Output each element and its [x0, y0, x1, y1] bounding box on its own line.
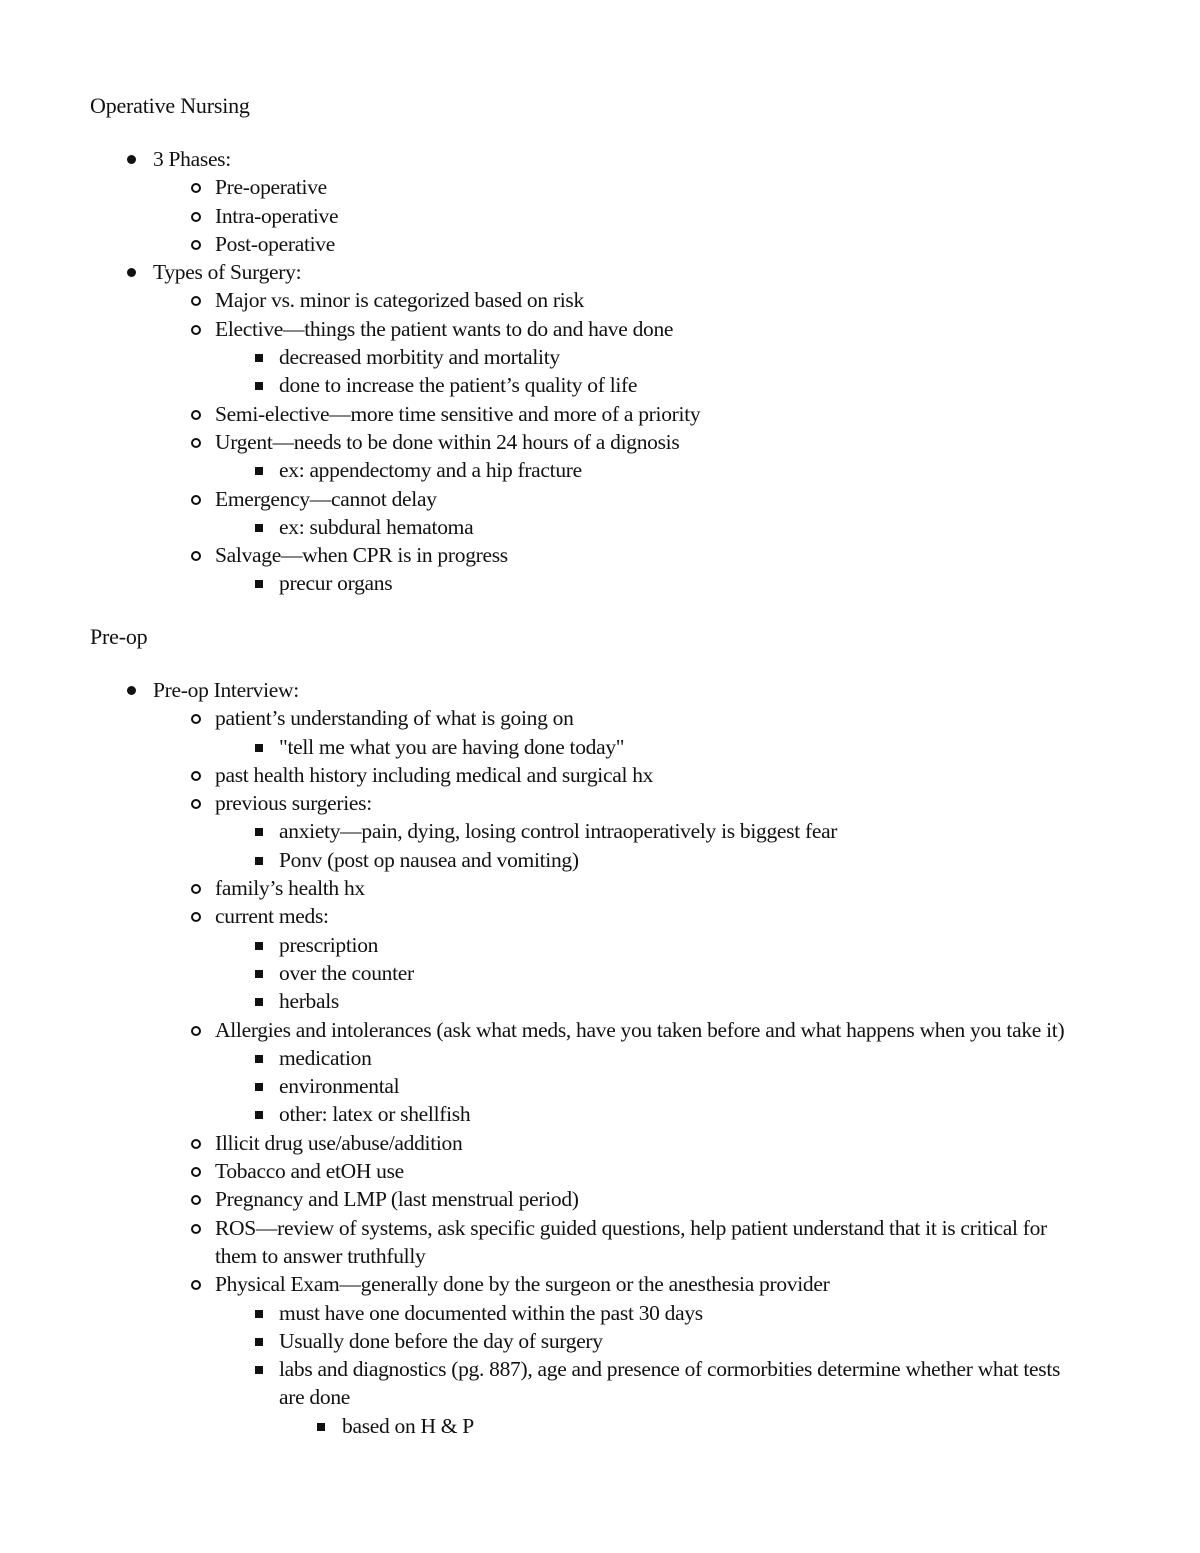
- bullet-square-icon: [255, 1310, 263, 1318]
- list-item-text: Types of Surgery:: [153, 260, 302, 285]
- bullet-circle-icon: [191, 495, 201, 505]
- bullet-circle-icon: [191, 771, 201, 781]
- list-item: [0, 173, 1090, 201]
- operative-nursing-list: [0, 145, 1200, 598]
- list-item: [0, 1327, 1079, 1355]
- list-item: [0, 704, 1090, 761]
- section-heading-operative-nursing: Operative Nursing: [90, 93, 250, 118]
- bullet-circle-icon: [191, 912, 201, 922]
- list-item: [0, 485, 1090, 542]
- list-item: [0, 315, 1090, 400]
- bullet-square-icon: [255, 828, 263, 836]
- list-item: [0, 1412, 1082, 1440]
- pre-op-list: [0, 676, 1200, 1440]
- list-item-text: Usually done before the day of surgery: [279, 1328, 603, 1353]
- list-item-text: medication: [279, 1045, 372, 1070]
- list-item: [0, 1185, 1090, 1213]
- list-item: [0, 987, 1079, 1015]
- list-item-text: herbals: [279, 989, 339, 1014]
- bullet-square-icon: [255, 1111, 263, 1119]
- list-item-text: Allergies and intolerances (ask what meds, have you taken before and what happens when you take it): [215, 1017, 1065, 1042]
- bullet-square-icon: [255, 1338, 263, 1346]
- list-item-text: Ponv (post op nausea and vomiting): [279, 847, 579, 872]
- list-item: [0, 931, 1079, 959]
- list-item-text: Intra-operative: [215, 203, 339, 228]
- list-item-text: over the counter: [279, 960, 414, 985]
- list-item-text: ex: subdural hematoma: [279, 514, 474, 539]
- bullet-square-icon: [255, 857, 263, 865]
- list-item: [0, 1044, 1079, 1072]
- list-item: [0, 230, 1090, 258]
- list-item-text: precur organs: [279, 571, 393, 596]
- list-item-text: Pregnancy and LMP (last menstrual period): [215, 1187, 579, 1212]
- list-item-text: other: latex or shellfish: [279, 1102, 471, 1127]
- list-item: [0, 1016, 1090, 1129]
- section-heading-pre-op: Pre-op: [90, 624, 148, 649]
- list-item: [0, 1270, 1090, 1440]
- list-item-text: Elective—things the patient wants to do and have done: [215, 316, 674, 341]
- bullet-circle-icon: [191, 183, 201, 193]
- bullet-square-icon: [255, 1055, 263, 1063]
- list-item: [0, 676, 1093, 1440]
- bullet-circle-icon: [191, 1224, 201, 1234]
- list-item: [0, 817, 1079, 845]
- list-item-text: Semi-elective—more time sensitive and more of a priority: [215, 401, 701, 426]
- list-item: [0, 846, 1079, 874]
- list-item: [0, 541, 1090, 598]
- bullet-square-icon: [255, 942, 263, 950]
- list-item: [0, 343, 1079, 371]
- list-item: [0, 202, 1090, 230]
- list-item-text: based on H & P: [342, 1413, 474, 1438]
- bullet-square-icon: [255, 998, 263, 1006]
- bullet-square-icon: [255, 524, 263, 532]
- list-item-text: family’s health hx: [215, 876, 365, 901]
- list-item-text: Pre-op Interview:: [153, 678, 299, 702]
- list-item: [0, 959, 1079, 987]
- list-item: [0, 569, 1079, 597]
- list-item-text: Major vs. minor is categorized based on risk: [215, 288, 584, 313]
- bullet-square-icon: [317, 1423, 325, 1431]
- bullet-circle-icon: [191, 212, 201, 222]
- list-item-text: current meds:: [215, 904, 329, 929]
- list-item: [0, 1072, 1079, 1100]
- list-item: [0, 1157, 1090, 1185]
- bullet-circle-icon: [191, 1195, 201, 1205]
- list-item: [0, 1299, 1079, 1327]
- list-item: [0, 428, 1090, 485]
- list-item-text: Urgent—needs to be done within 24 hours of a dignosis: [215, 429, 680, 454]
- list-item: [0, 761, 1090, 789]
- bullet-dot-icon: [127, 268, 136, 277]
- bullet-dot-icon: [127, 155, 136, 164]
- bullet-square-icon: [255, 744, 263, 752]
- bullet-square-icon: [255, 467, 263, 475]
- list-item-text: anxiety—pain, dying, losing control intraoperatively is biggest fear: [279, 819, 838, 844]
- bullet-square-icon: [255, 1366, 263, 1374]
- list-item-text: Illicit drug use/abuse/addition: [215, 1130, 463, 1155]
- list-item-text: 3 Phases:: [153, 147, 231, 171]
- list-item: [0, 400, 1090, 428]
- list-item-text: "tell me what you are having done today": [279, 734, 625, 759]
- list-item-text: past health history including medical and surgical hx: [215, 762, 654, 787]
- list-item-text: must have one documented within the past 30 days: [279, 1300, 703, 1325]
- list-item-text: ex: appendectomy and a hip fracture: [279, 458, 582, 483]
- list-item-text: previous surgeries:: [215, 791, 372, 816]
- list-item-text: ROS—review of systems, ask specific guided questions, help patient understand that it is critical for them to answer truthfully: [215, 1215, 1047, 1268]
- list-item-text: done to increase the patient’s quality of life: [279, 373, 638, 398]
- bullet-circle-icon: [191, 296, 201, 306]
- list-item-text: labs and diagnostics (pg. 887), age and presence of cormorbities determine whether what tests are done: [279, 1357, 1061, 1410]
- bullet-square-icon: [255, 580, 263, 588]
- bullet-circle-icon: [191, 799, 201, 809]
- bullet-circle-icon: [191, 325, 201, 335]
- list-item: [0, 145, 1093, 258]
- bullet-square-icon: [255, 382, 263, 390]
- bullet-circle-icon: [191, 714, 201, 724]
- bullet-circle-icon: [191, 438, 201, 448]
- bullet-circle-icon: [191, 1167, 201, 1177]
- list-item-text: Emergency—cannot delay: [215, 486, 437, 511]
- list-item-text: prescription: [279, 932, 379, 957]
- list-item-text: environmental: [279, 1074, 400, 1099]
- list-item: [0, 1355, 1079, 1440]
- bullet-square-icon: [255, 354, 263, 362]
- list-item-text: decreased morbitity and mortality: [279, 345, 560, 370]
- list-item: [0, 371, 1079, 399]
- list-item: [0, 789, 1090, 874]
- list-item: [0, 513, 1079, 541]
- list-item-text: Post-operative: [215, 231, 335, 256]
- bullet-circle-icon: [191, 551, 201, 561]
- list-item-text: Salvage—when CPR is in progress: [215, 543, 508, 568]
- list-item: [0, 902, 1090, 1015]
- bullet-circle-icon: [191, 1280, 201, 1290]
- list-item: [0, 456, 1079, 484]
- bullet-square-icon: [255, 1083, 263, 1091]
- list-item: [0, 286, 1090, 314]
- list-item-text: Tobacco and etOH use: [215, 1159, 404, 1184]
- list-item-text: Pre-operative: [215, 175, 327, 200]
- bullet-circle-icon: [191, 1026, 201, 1036]
- bullet-circle-icon: [191, 240, 201, 250]
- list-item: [0, 258, 1093, 598]
- bullet-circle-icon: [191, 1139, 201, 1149]
- list-item: [0, 1129, 1090, 1157]
- list-item: [0, 874, 1090, 902]
- list-item: [0, 1214, 1090, 1271]
- bullet-square-icon: [255, 970, 263, 978]
- list-item-text: Physical Exam—generally done by the surgeon or the anesthesia provider: [215, 1272, 830, 1297]
- bullet-dot-icon: [127, 686, 136, 695]
- list-item-text: patient’s understanding of what is going on: [215, 706, 574, 731]
- bullet-circle-icon: [191, 884, 201, 894]
- list-item: [0, 1100, 1079, 1128]
- bullet-circle-icon: [191, 410, 201, 420]
- list-item: [0, 733, 1079, 761]
